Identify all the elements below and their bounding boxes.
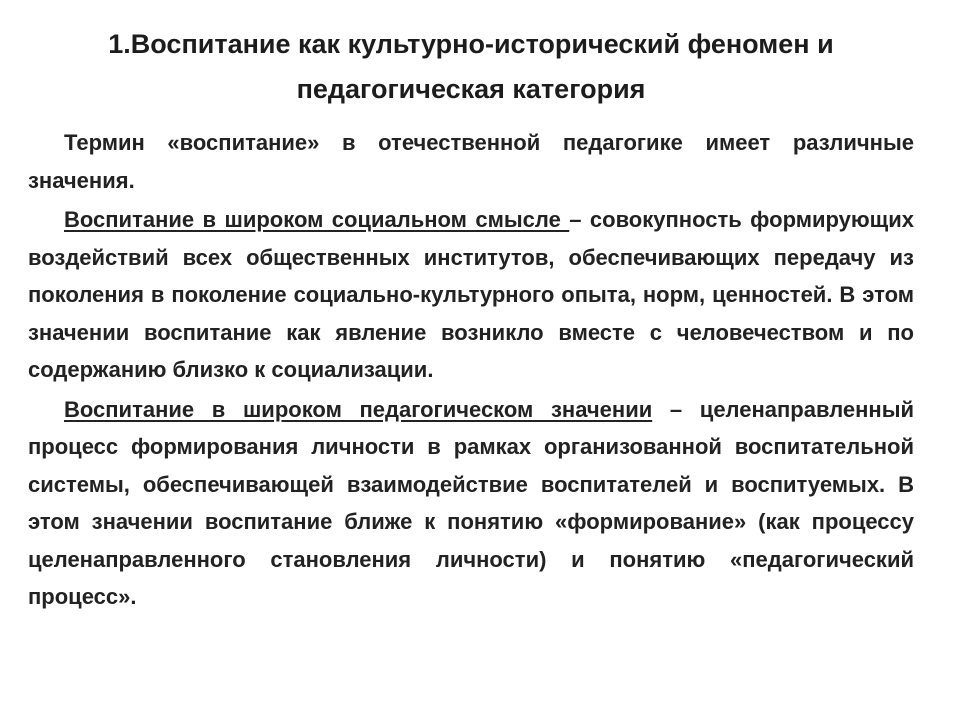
paragraph-social-meaning — [28, 201, 914, 389]
title-line-1: 1.Воспитание как культурно-исторический феномен и — [108, 29, 834, 59]
term-pedagogical-meaning: Воспитание в широком педагогическом значении — [64, 396, 653, 422]
paragraph-intro — [28, 124, 914, 199]
slide-title — [28, 22, 914, 112]
paragraph-pedagogical-meaning-text: – целенаправленный процесс формирования личности в рамках организованной воспитательной системы, обеспечивающей взаимодействие воспитателей и воспитуемых. В этом значении воспитание ближе к понятию «формирование» (как процессу целенаправленного становления личности) и понятию «педагогический процесс». — [28, 396, 915, 609]
paragraph-pedagogical-meaning — [28, 391, 914, 616]
term-social-meaning: Воспитание в широком социальном смысле — [64, 207, 570, 232]
title-line-2: педагогическая категория — [296, 74, 646, 104]
paragraph-social-meaning-text: – совокупность формирующих воздействий всех общественных институтов, обеспечивающих передачу из поколения в поколение социально-культурного опыта, норм, ценностей. В этом значении воспитание как явление возникло вместе с человечеством и по содержанию близко к социализации. — [28, 207, 915, 382]
paragraph-intro-text: Термин «воспитание» в отечественной педагогике имеет различные значения. — [28, 130, 914, 193]
